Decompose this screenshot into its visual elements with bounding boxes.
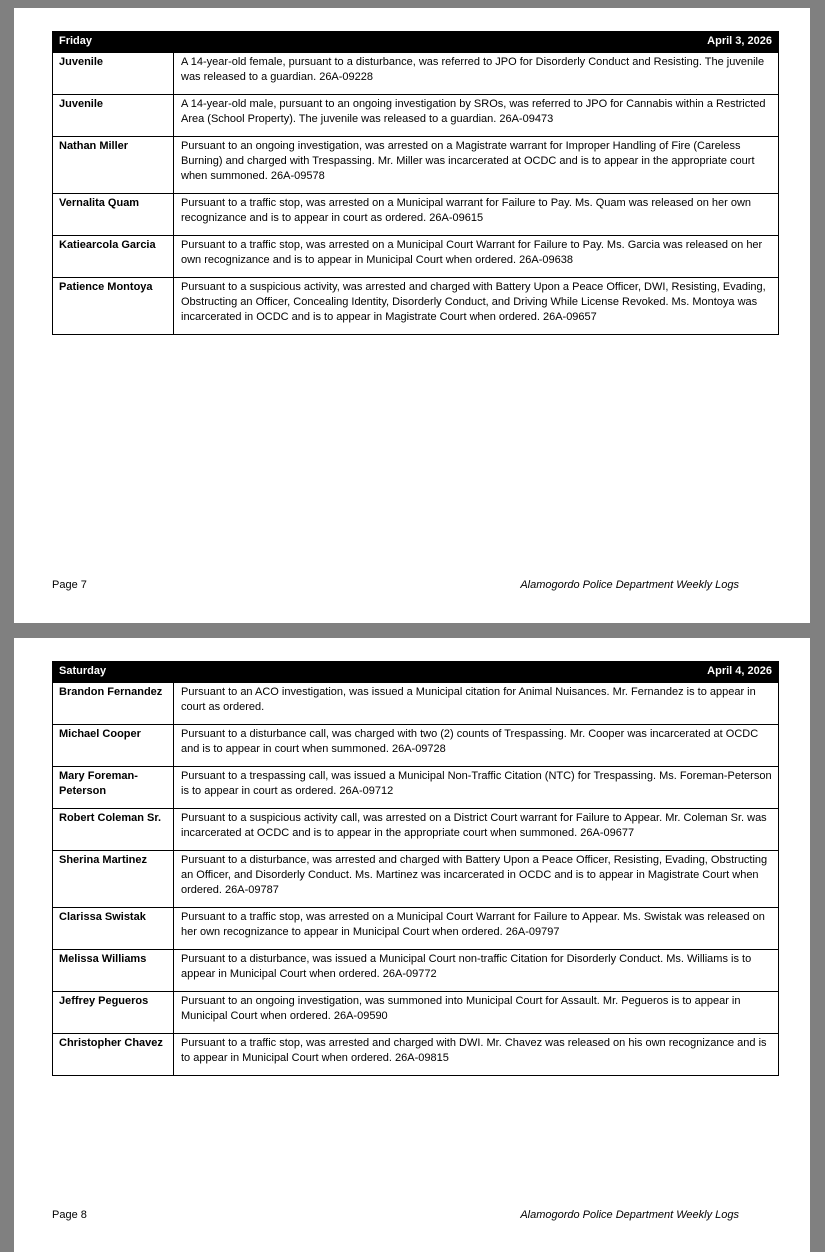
subject-name-cell: Jeffrey Pegueros xyxy=(53,992,174,1034)
log-row xyxy=(53,851,779,908)
daily-log-table xyxy=(52,31,779,335)
page-footer xyxy=(52,579,739,591)
daily-log-table xyxy=(52,661,779,1076)
table-header-day: Saturday xyxy=(53,662,174,683)
incident-description-cell: Pursuant to an ongoing investigation, was summoned into Municipal Court for Assault. Mr. Pegueros is to appear in Municipal Court when ordered. 26A-09590 xyxy=(174,992,779,1034)
subject-name-cell: Clarissa Swistak xyxy=(53,908,174,950)
incident-description-cell: Pursuant to a traffic stop, was arrested on a Municipal warrant for Failure to Pay. Ms. Quam was released on her own recognizance and is to appear in court as ordered. 26A-09615 xyxy=(174,194,779,236)
log-row xyxy=(53,95,779,137)
table-header-date: April 3, 2026 xyxy=(174,32,779,53)
table-header-row xyxy=(53,32,779,53)
incident-description-cell: Pursuant to a traffic stop, was arrested and charged with DWI. Mr. Chavez was released on his own recognizance and is to appear in Municipal Court when ordered. 26A-09815 xyxy=(174,1034,779,1076)
footer-doc-title: Alamogordo Police Department Weekly Logs xyxy=(520,579,739,591)
log-row xyxy=(53,725,779,767)
incident-description-cell: A 14-year-old female, pursuant to a disturbance, was referred to JPO for Disorderly Conduct and Resisting. The juvenile was released to a guardian. 26A-09228 xyxy=(174,53,779,95)
subject-name-cell: Katiearcola Garcia xyxy=(53,236,174,278)
incident-description-cell: Pursuant to a suspicious activity, was arrested and charged with Battery Upon a Peace Officer, DWI, Resisting, Evading, Obstructing an Officer, Concealing Identity, Disorderly Conduct, and Driving While License Revoked. Ms. Montoya was incarcerated in OCDC and is to appear in Magistrate Court when ordered. 26A-09657 xyxy=(174,278,779,335)
page-number: Page 8 xyxy=(52,1209,87,1221)
subject-name-cell: Robert Coleman Sr. xyxy=(53,809,174,851)
document-page xyxy=(14,8,810,623)
subject-name-cell: Melissa Williams xyxy=(53,950,174,992)
subject-name-cell: Juvenile xyxy=(53,95,174,137)
log-row xyxy=(53,809,779,851)
log-row xyxy=(53,194,779,236)
log-row xyxy=(53,1034,779,1076)
log-row xyxy=(53,908,779,950)
subject-name-cell: Christopher Chavez xyxy=(53,1034,174,1076)
subject-name-cell: Patience Montoya xyxy=(53,278,174,335)
subject-name-cell: Juvenile xyxy=(53,53,174,95)
log-row xyxy=(53,767,779,809)
incident-description-cell: A 14-year-old male, pursuant to an ongoing investigation by SROs, was referred to JPO for Cannabis within a Restricted Area (School Property). The juvenile was released to a guardian. 26A-09473 xyxy=(174,95,779,137)
subject-name-cell: Vernalita Quam xyxy=(53,194,174,236)
table-header-day: Friday xyxy=(53,32,174,53)
incident-description-cell: Pursuant to a traffic stop, was arrested on a Municipal Court Warrant for Failure to Pay. Ms. Garcia was released on her own recognizance and is to appear in Municipal Court when ordered. 26A-09638 xyxy=(174,236,779,278)
incident-description-cell: Pursuant to a trespassing call, was issued a Municipal Non-Traffic Citation (NTC) for Trespassing. Ms. Foreman-Peterson is to appear in court as ordered. 26A-09712 xyxy=(174,767,779,809)
incident-description-cell: Pursuant to an ongoing investigation, was arrested on a Magistrate warrant for Improper Handling of Fire (Careless Burning) and charged with Trespassing. Mr. Miller was incarcerated at OCDC and is to appear in the appropriate court when summoned. 26A-09578 xyxy=(174,137,779,194)
table-header-date: April 4, 2026 xyxy=(174,662,779,683)
log-row xyxy=(53,683,779,725)
document-page xyxy=(14,638,810,1252)
subject-name-cell: Nathan Miller xyxy=(53,137,174,194)
incident-description-cell: Pursuant to a disturbance call, was charged with two (2) counts of Trespassing. Mr. Cooper was incarcerated at OCDC and is to appear in court when summoned. 26A-09728 xyxy=(174,725,779,767)
incident-description-cell: Pursuant to a disturbance, was issued a Municipal Court non-traffic Citation for Disorderly Conduct. Ms. Williams is to appear in Municipal Court when ordered. 26A-09772 xyxy=(174,950,779,992)
subject-name-cell: Brandon Fernandez xyxy=(53,683,174,725)
subject-name-cell: Michael Cooper xyxy=(53,725,174,767)
log-row xyxy=(53,950,779,992)
incident-description-cell: Pursuant to a traffic stop, was arrested on a Municipal Court Warrant for Failure to Appear. Ms. Swistak was released on her own recognizance to appear in Municipal Court when ordered. 26A-09797 xyxy=(174,908,779,950)
log-table-body xyxy=(53,683,779,1076)
footer-doc-title: Alamogordo Police Department Weekly Logs xyxy=(520,1209,739,1221)
log-row xyxy=(53,137,779,194)
log-row xyxy=(53,236,779,278)
log-row xyxy=(53,278,779,335)
incident-description-cell: Pursuant to a disturbance, was arrested and charged with Battery Upon a Peace Officer, Resisting, Evading, Obstructing an Officer, and Disorderly Conduct. Ms. Martinez was incarcerated in OCDC and is to appear in Magistrate Court when ordered. 26A-09787 xyxy=(174,851,779,908)
incident-description-cell: Pursuant to an ACO investigation, was issued a Municipal citation for Animal Nuisances. Mr. Fernandez is to appear in court as ordered. xyxy=(174,683,779,725)
incident-description-cell: Pursuant to a suspicious activity call, was arrested on a District Court warrant for Failure to Appear. Mr. Coleman Sr. was incarcerated at OCDC and is to appear in the appropriate court when summoned. 26A-09677 xyxy=(174,809,779,851)
page-footer xyxy=(52,1209,739,1221)
page-number: Page 7 xyxy=(52,579,87,591)
log-table-body xyxy=(53,53,779,335)
subject-name-cell: Sherina Martinez xyxy=(53,851,174,908)
log-row xyxy=(53,992,779,1034)
table-header-row xyxy=(53,662,779,683)
subject-name-cell: Mary Foreman-Peterson xyxy=(53,767,174,809)
log-row xyxy=(53,53,779,95)
